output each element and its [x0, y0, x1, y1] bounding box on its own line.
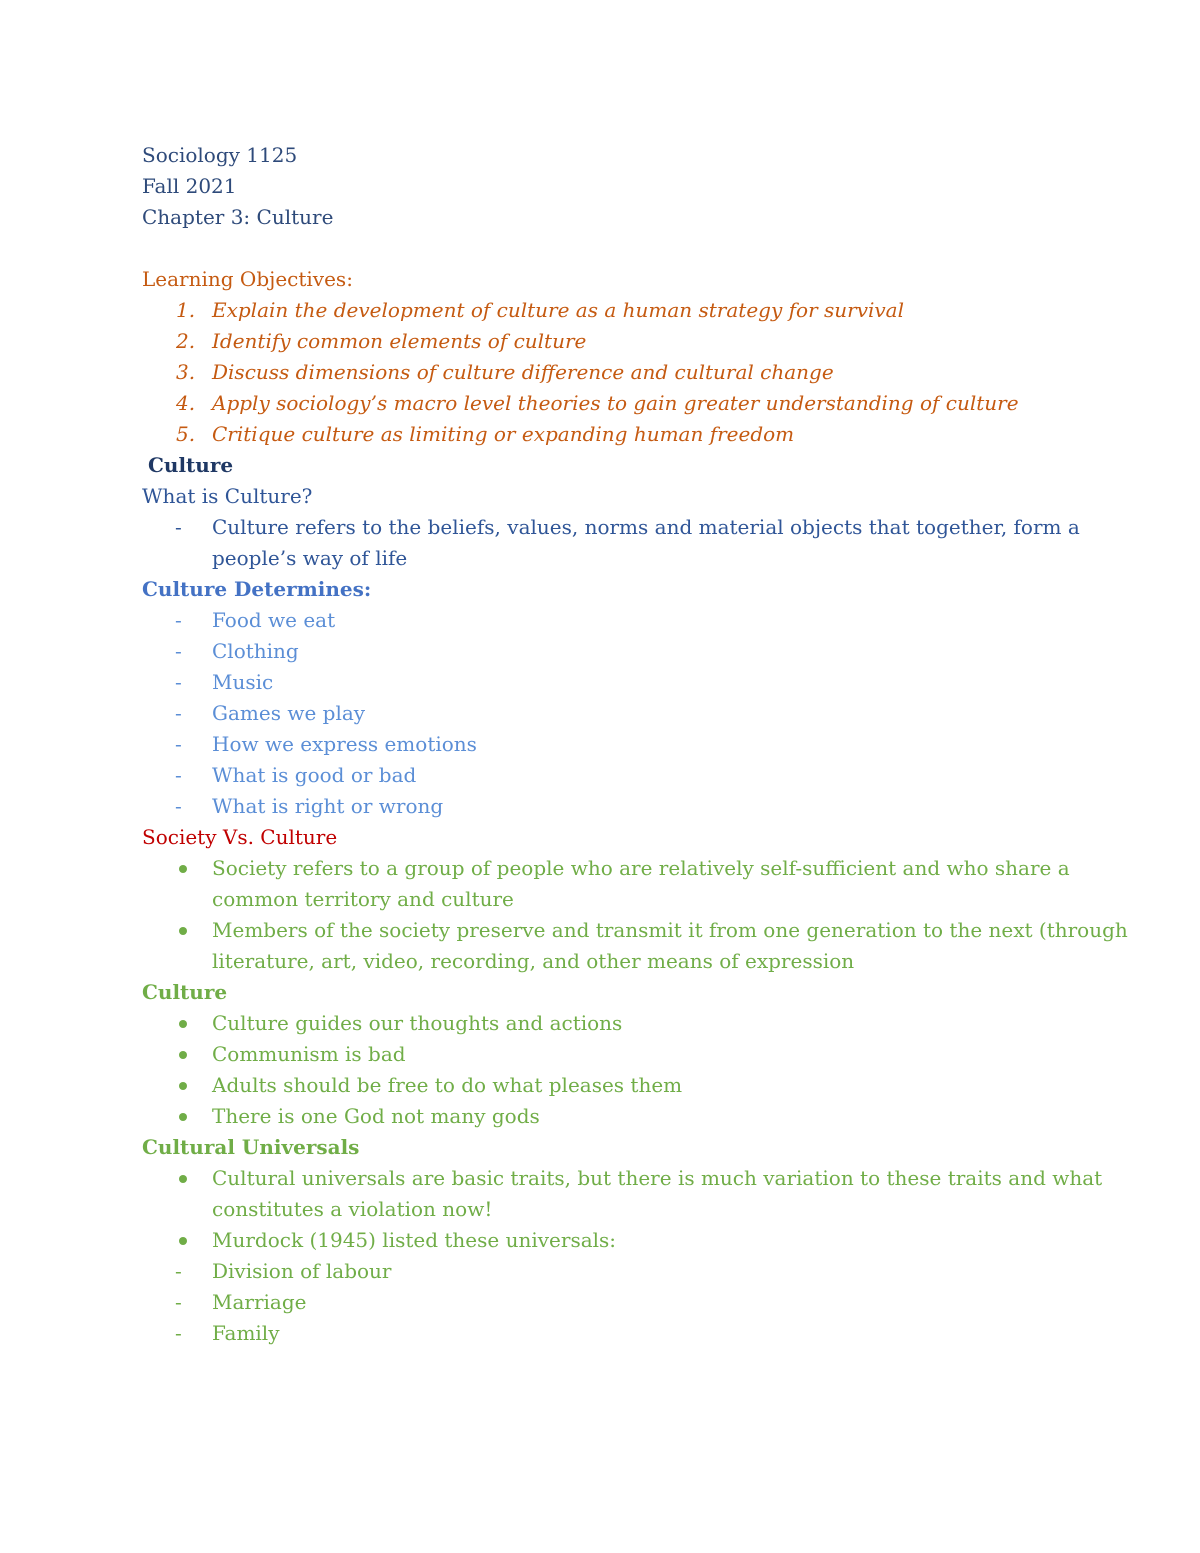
objective-item	[142, 388, 1062, 419]
list-item	[142, 636, 1062, 667]
bullet-dot-icon	[179, 865, 187, 873]
objective-text: Discuss dimensions of culture difference and cultural change	[212, 360, 834, 384]
bullet-continuation: common territory and culture	[212, 887, 514, 911]
bullet-text: Murdock (1945) listed these universals:	[212, 1228, 617, 1252]
dash-marker: -	[175, 763, 182, 787]
bullet-dot-icon	[179, 927, 187, 935]
dash-marker: -	[175, 1259, 182, 1283]
bullet-item	[142, 1225, 1062, 1256]
bullet-item	[142, 1163, 1103, 1194]
society-heading: Society Vs. Culture	[142, 825, 338, 849]
objective-item	[142, 357, 1062, 388]
determines-heading: Culture Determines:	[142, 577, 372, 601]
chapter-title: Chapter 3: Culture	[142, 205, 334, 229]
list-item	[142, 698, 1062, 729]
dash-marker: -	[175, 794, 182, 818]
bullet-text: Adults should be free to do what pleases them	[212, 1073, 683, 1097]
list-item	[142, 1287, 1062, 1318]
list-item-text: What is good or bad	[212, 763, 417, 787]
objective-text: Apply sociology’s macro level theories to gain greater understanding of culture	[212, 391, 1019, 415]
list-item-text: Division of labour	[212, 1259, 392, 1283]
definition-continuation: people’s way of life	[212, 546, 408, 570]
list-item	[142, 605, 1062, 636]
bullet-dot-icon	[179, 1051, 187, 1059]
list-number: 4.	[176, 391, 196, 415]
list-item	[142, 1256, 1062, 1287]
objective-item	[142, 295, 1062, 326]
objective-item	[142, 326, 1062, 357]
bullet-item	[142, 1008, 1062, 1039]
list-number: 2.	[176, 329, 196, 353]
definition-item	[142, 512, 1080, 543]
dash-marker: -	[175, 701, 182, 725]
list-item	[142, 791, 1062, 822]
bullet-text: Members of the society preserve and transmit it from one generation to the next (through	[212, 918, 1128, 942]
list-number: 5.	[176, 422, 196, 446]
list-item-text: Games we play	[212, 701, 366, 725]
bullet-item	[142, 1101, 1062, 1132]
list-number: 3.	[176, 360, 196, 384]
bullet-item	[142, 853, 1070, 884]
bullet-text: Communism is bad	[212, 1042, 406, 1066]
list-item	[142, 667, 1062, 698]
bullet-dot-icon	[179, 1237, 187, 1245]
bullet-dot-icon	[179, 1175, 187, 1183]
list-item-text: Food we eat	[212, 608, 336, 632]
bullet-continuation: literature, art, video, recording, and other means of expression	[212, 949, 855, 973]
bullet-item	[142, 1039, 1062, 1070]
list-item	[142, 729, 1062, 760]
list-item-text: What is right or wrong	[212, 794, 444, 818]
objective-text: Identify common elements of culture	[212, 329, 587, 353]
dash-marker: -	[175, 515, 182, 539]
dash-marker: -	[175, 670, 182, 694]
list-item	[142, 760, 1062, 791]
universals-heading: Cultural Universals	[142, 1135, 360, 1159]
bullet-dot-icon	[179, 1113, 187, 1121]
dash-marker: -	[175, 1321, 182, 1345]
bullet-item	[142, 1070, 1062, 1101]
list-item-text: How we express emotions	[212, 732, 477, 756]
dash-marker: -	[175, 1290, 182, 1314]
bullet-item	[142, 915, 1128, 946]
dash-marker: -	[175, 608, 182, 632]
dash-marker: -	[175, 639, 182, 663]
list-item-text: Marriage	[212, 1290, 307, 1314]
objective-text: Explain the development of culture as a human strategy for survival	[212, 298, 905, 322]
bullet-text: There is one God not many gods	[212, 1104, 540, 1128]
objectives-heading: Learning Objectives:	[142, 267, 353, 291]
list-item-text: Clothing	[212, 639, 299, 663]
objective-item	[142, 419, 1062, 450]
definition-text: Culture refers to the beliefs, values, norms and material objects that together, form a	[212, 515, 1080, 539]
dash-marker: -	[175, 732, 182, 756]
list-item	[142, 1318, 1062, 1349]
bullet-dot-icon	[179, 1020, 187, 1028]
bullet-dot-icon	[179, 1082, 187, 1090]
objective-text: Critique culture as limiting or expanding human freedom	[212, 422, 795, 446]
document-page	[142, 140, 1128, 1349]
bullet-continuation: constitutes a violation now!	[212, 1197, 493, 1221]
what-is-culture-question: What is Culture?	[142, 484, 313, 508]
bullet-text: Society refers to a group of people who are relatively self-sufficient and who share a	[212, 856, 1070, 880]
course-title: Sociology 1125	[142, 143, 298, 167]
list-item-text: Family	[212, 1321, 280, 1345]
bullet-text: Cultural universals are basic traits, but there is much variation to these traits and what	[212, 1166, 1103, 1190]
culture-heading: Culture	[148, 453, 234, 477]
culture-guides-heading: Culture	[142, 980, 228, 1004]
bullet-text: Culture guides our thoughts and actions	[212, 1011, 623, 1035]
term: Fall 2021	[142, 174, 237, 198]
list-number: 1.	[176, 298, 196, 322]
list-item-text: Music	[212, 670, 274, 694]
